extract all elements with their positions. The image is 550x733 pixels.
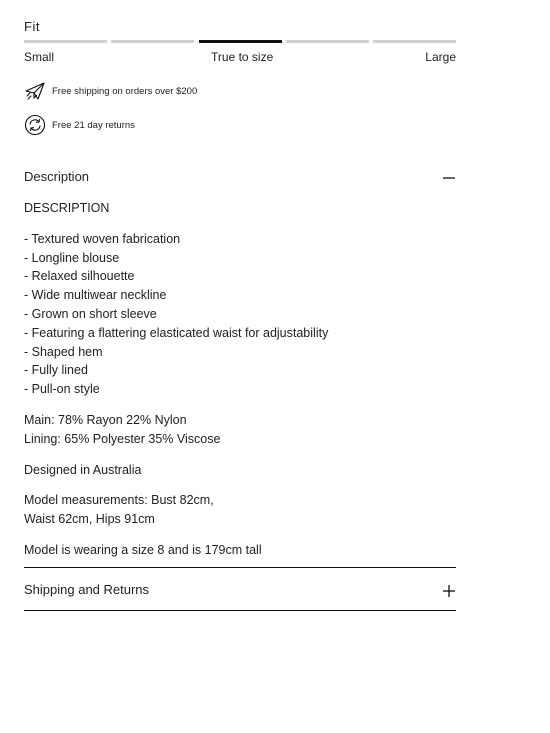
feature-item: - Wide multiwear neckline: [24, 288, 167, 303]
shipping-accordion-header[interactable]: [24, 582, 456, 602]
fit-label-true-to-size: True to size: [211, 50, 274, 64]
fit-label-small: Small: [24, 50, 55, 64]
fit-segment-5: [373, 40, 456, 43]
description-heading: DESCRIPTION: [24, 201, 110, 215]
composition-lining: Lining: 65% Polyester 35% Viscose: [24, 431, 221, 446]
fit-segment-3-active: [199, 40, 282, 43]
model-size-note: Model is wearing a size 8 and is 179cm tall: [24, 542, 262, 557]
feature-item: - Relaxed silhouette: [24, 269, 135, 284]
perk-free-returns: [24, 114, 135, 136]
feature-item: - Textured woven fabrication: [24, 231, 181, 246]
feature-item: - Pull-on style: [24, 382, 100, 397]
composition-main: Main: 78% Rayon 22% Nylon: [24, 412, 187, 427]
fit-labels: [24, 50, 456, 66]
minus-icon[interactable]: [442, 171, 456, 185]
perk-free-shipping-text: Free shipping on orders over $200: [52, 85, 198, 97]
perk-free-shipping: [24, 80, 197, 102]
fit-segment-4: [286, 40, 369, 43]
fit-segment-2: [111, 40, 194, 43]
composition-info: [24, 411, 456, 449]
feature-item: - Shaped hem: [24, 344, 103, 359]
fit-scale: [24, 40, 456, 43]
feature-item: - Grown on short sleeve: [24, 306, 157, 321]
section-divider: [24, 567, 456, 568]
model-measurements-line-2: Waist 62cm, Hips 91cm: [24, 512, 155, 527]
fit-segment-1: [24, 40, 107, 43]
description-accordion-title: Description: [24, 169, 90, 184]
shipping-plane-icon: [24, 80, 46, 102]
plus-icon[interactable]: [442, 584, 456, 598]
model-measurements-line-1: Model measurements: Bust 82cm,: [24, 493, 214, 508]
shipping-accordion-title: Shipping and Returns: [24, 582, 150, 597]
feature-item: - Fully lined: [24, 363, 88, 378]
description-content: [24, 199, 456, 572]
model-measurements: [24, 491, 456, 529]
origin-info: Designed in Australia: [24, 462, 142, 477]
feature-item: - Longline blouse: [24, 250, 120, 265]
section-divider: [24, 610, 456, 611]
fit-label-large: Large: [425, 50, 456, 64]
returns-cycle-icon: [24, 114, 46, 136]
description-accordion-header[interactable]: [24, 169, 456, 189]
description-feature-list: [24, 230, 456, 399]
perk-free-returns-text: Free 21 day returns: [52, 119, 135, 131]
feature-item: - Featuring a flattering elasticated waist for adjustability: [24, 325, 329, 340]
fit-title: Fit: [24, 19, 40, 34]
